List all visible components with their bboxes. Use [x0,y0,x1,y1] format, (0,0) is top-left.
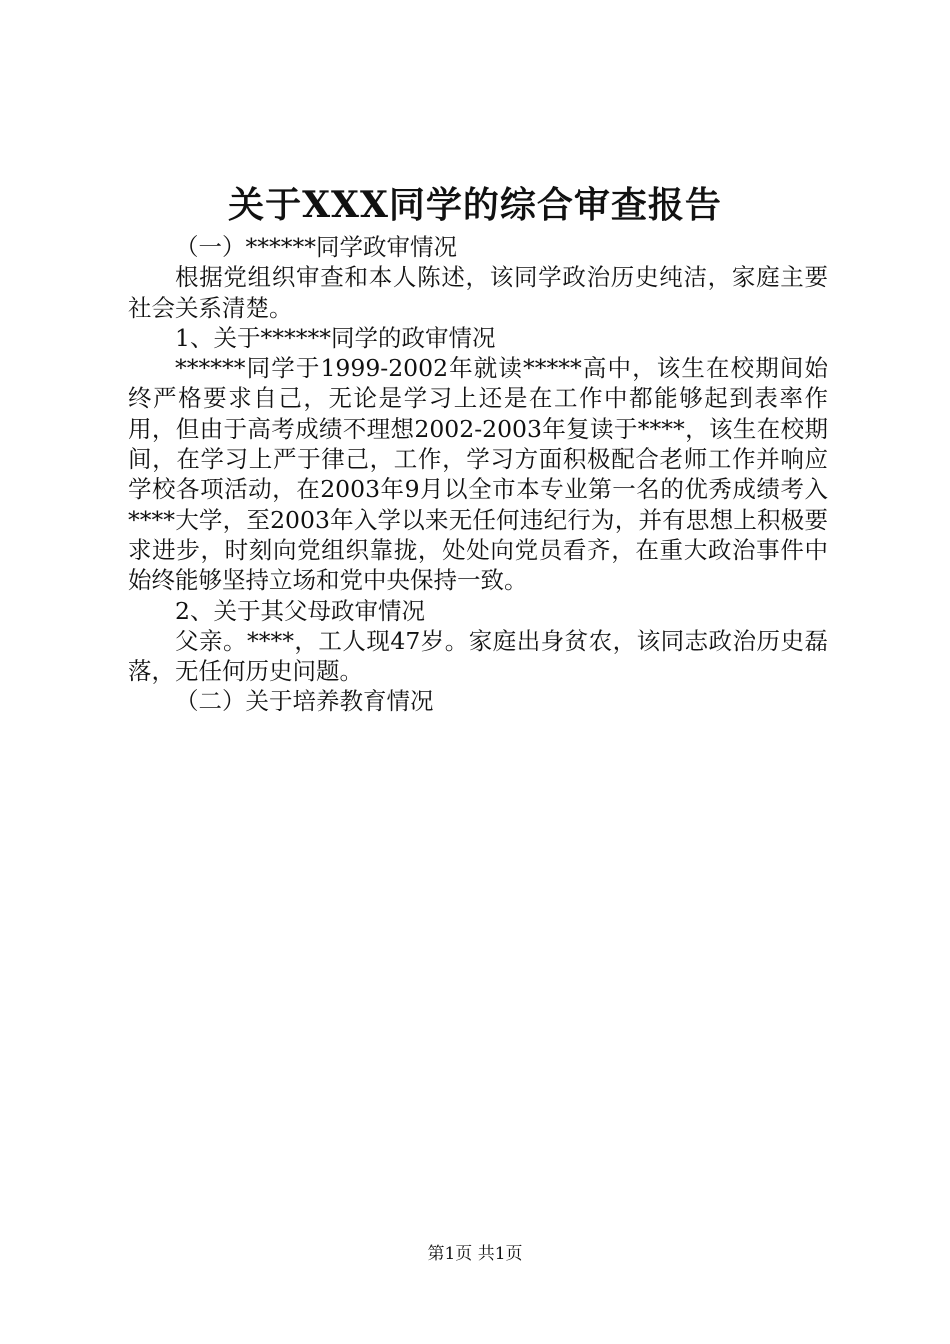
document-title: 关于XXX同学的综合审查报告 [228,184,722,226]
paragraph-father-details: 父亲。****，工人现47岁。家庭出身贫农，该同志政治历史磊落，无任何历史问题。 [128,626,828,686]
paragraph-summary: 根据党组织审查和本人陈述，该同学政治历史纯洁，家庭主要社会关系清楚。 [128,263,828,322]
subheading-student-review: 1、关于******同学的政审情况 [175,323,496,352]
document-body [128,232,828,717]
paragraph-student-details: ******同学于1999-2002年就读*****高中，该生在校期间始终严格要求自己，无论是学习上还是在工作中都能够起到表率作用，但由于高考成绩不理想2002-2003年复读于****，该生在校期间，在学习上严于律己，工作，学习方面积极配合老师工作并响应学校各项活动，在2003年9月以全市本专业第一名的优秀成绩考入****大学，至2003年入学以来无任何违纪行为，并有思想上积极要求进步，时刻向党组织靠拢，处处向党员看齐，在重大政治事件中始终能够坚持立场和党中央保持一致。 [128,354,828,595]
subheading-parents-review: 2、关于其父母政审情况 [175,596,425,625]
section-heading-education: （二）关于培养教育情况 [175,687,434,716]
section-heading-political-review: （一）******同学政审情况 [175,233,457,261]
page-footer: 第1页 共1页 [427,1244,523,1264]
